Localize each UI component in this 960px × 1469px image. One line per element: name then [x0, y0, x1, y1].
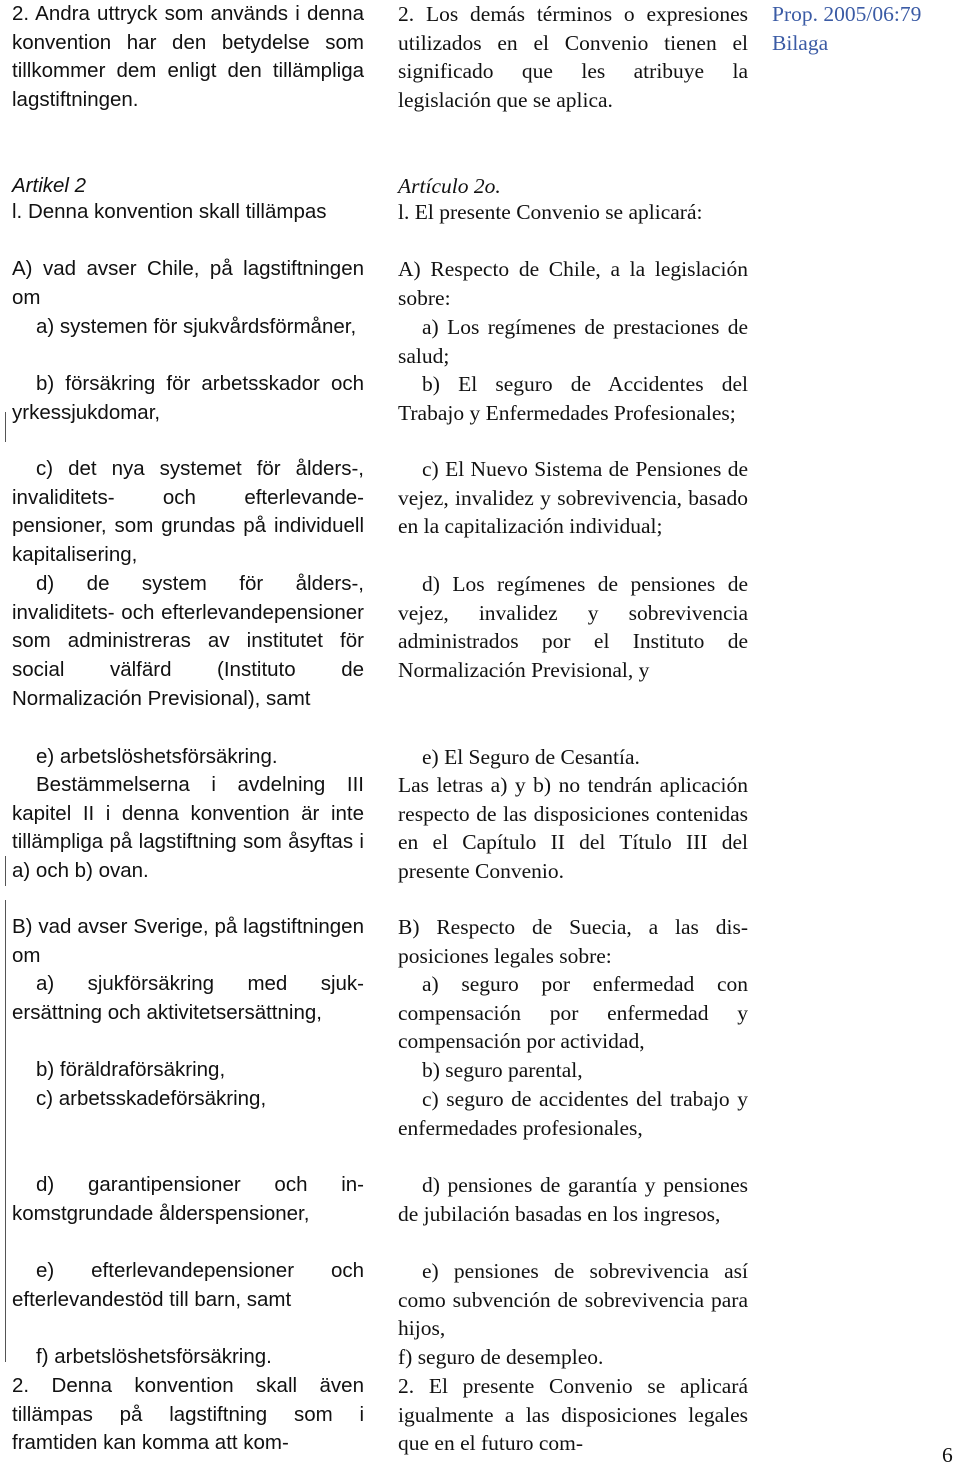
sv-item-B-f: f) arbetslöshetsförsäkring.: [36, 1345, 272, 1368]
sv-item-b: b) försäkring för arbetsskador och yrkessjukdomar,: [12, 372, 364, 424]
sv-paragraph-1: l. Denna konvention skall tillämpas: [12, 200, 327, 223]
sv-item-d: d) de system för ålders-, invaliditets- och efterlevandepensioner som administreras av institutet för social välfärd (Instituto de Normalización Previsional), samt: [12, 572, 364, 710]
es-item-e: e) El Seguro de Cesantía.: [422, 745, 640, 769]
es-item-A: A) Respecto de Chile, a la legislación sobre:: [398, 257, 748, 310]
document-reference: [772, 0, 957, 57]
sv-item-a: a) systemen för sjukvårdsförmåner,: [36, 315, 357, 338]
es-paragraph-2: 2. El presente Convenio se aplicará igualmente a las disposiciones legales que en el futuro com-: [398, 1374, 748, 1456]
es-item-B-f: f) seguro de desempleo.: [398, 1345, 604, 1369]
change-bar: [5, 900, 6, 1362]
es-item-B-d: d) pensiones de garantía y pensiones de jubilación basadas en los ingresos,: [398, 1173, 748, 1226]
sv-item-B-b: b) föräldraförsäkring,: [36, 1058, 226, 1081]
es-item-B-e: e) pensiones de sobrevivencia así como subvención de sobrevivencia para hijos,: [398, 1259, 748, 1341]
es-item-b: b) El seguro de Accidentes del Trabajo y Enfermedades Profesionales;: [398, 372, 748, 425]
sv-item-A: A) vad avser Chile, på lagstiftningen om: [12, 257, 364, 309]
es-item-B-b: b) seguro parental,: [422, 1058, 583, 1082]
sv-item-B: B) vad avser Sverige, på lagstiftningen om: [12, 915, 364, 967]
es-item-d: d) Los regímenes de pensiones de vejez, invalidez y sobrevivencia administrados por el Instituto de Normalización Previsional, y: [398, 572, 748, 683]
change-bar: [5, 856, 6, 886]
es-item-B-a: a) seguro por enfermedad con compensación por enfermedad y compensación por actividad,: [398, 972, 748, 1054]
bilaga-label: Bilaga: [772, 30, 829, 55]
es-paragraph-1: l. El presente Convenio se aplicará:: [398, 200, 703, 224]
sv-item-e: e) arbetslöshetsförsäkring.: [36, 745, 278, 768]
es-item-c: c) El Nuevo Sistema de Pensiones de vejez, invalidez y sobrevivencia, basado en la capitalización individual;: [398, 457, 748, 539]
sv-item-B-a: a) sjukförsäkring med sjukersättning och aktivitetsersättning,: [12, 972, 364, 1024]
prop-number: Prop. 2005/06:79: [772, 2, 922, 26]
sv-item-B-d: d) garantipensioner och inkomstgrundade ålderspensioner,: [12, 1173, 364, 1225]
es-item-a: a) Los regímenes de prestaciones de salud;: [398, 315, 748, 368]
sv-article-heading: Artikel 2: [12, 174, 87, 197]
es-note-paragraph: Las letras a) y b) no tendrán aplicación respecto de las disposiciones contenidas en el Capítulo II del Título III del presente Convenio.: [398, 773, 748, 884]
sv-item-c: c) det nya systemet för ålders-, invaliditets- och efterlevandepensioner, som grundas på individuell kapitalisering,: [12, 457, 364, 567]
change-bar: [5, 412, 6, 442]
sv-paragraph-2: 2. Denna konvention skall även tillämpas på lagstiftning som i framtiden kan komma att kom-: [12, 1374, 364, 1455]
es-item-B-c: c) seguro de accidentes del trabajo y enfermedades profesionales,: [398, 1087, 748, 1140]
es-paragraph-definitions: 2. Los demás términos o expresiones utilizados en el Convenio tienen el significado que les atribuye la legislación que se aplica.: [398, 2, 748, 113]
sv-item-B-e: e) efterlevandepensioner och efterlevandestöd till barn, samt: [12, 1259, 364, 1311]
es-item-B: B) Respecto de Suecia, a las disposiciones legales sobre:: [398, 915, 748, 968]
page-number: 6: [942, 1443, 953, 1467]
es-article-heading: Artículo 2o.: [398, 174, 501, 198]
sv-item-B-c: c) arbetsskadeförsäkring,: [36, 1087, 267, 1110]
sv-paragraph-definitions: 2. Andra uttryck som används i denna konvention har den betydelse som tillkommer dem enligt den tillämpliga lagstiftningen.: [12, 2, 364, 112]
sv-note-paragraph: Bestämmelserna i avdelning III kapitel II i denna konvention är inte tillämpliga på lagstiftning som åsyftas i a) och b) ovan.: [12, 773, 364, 883]
